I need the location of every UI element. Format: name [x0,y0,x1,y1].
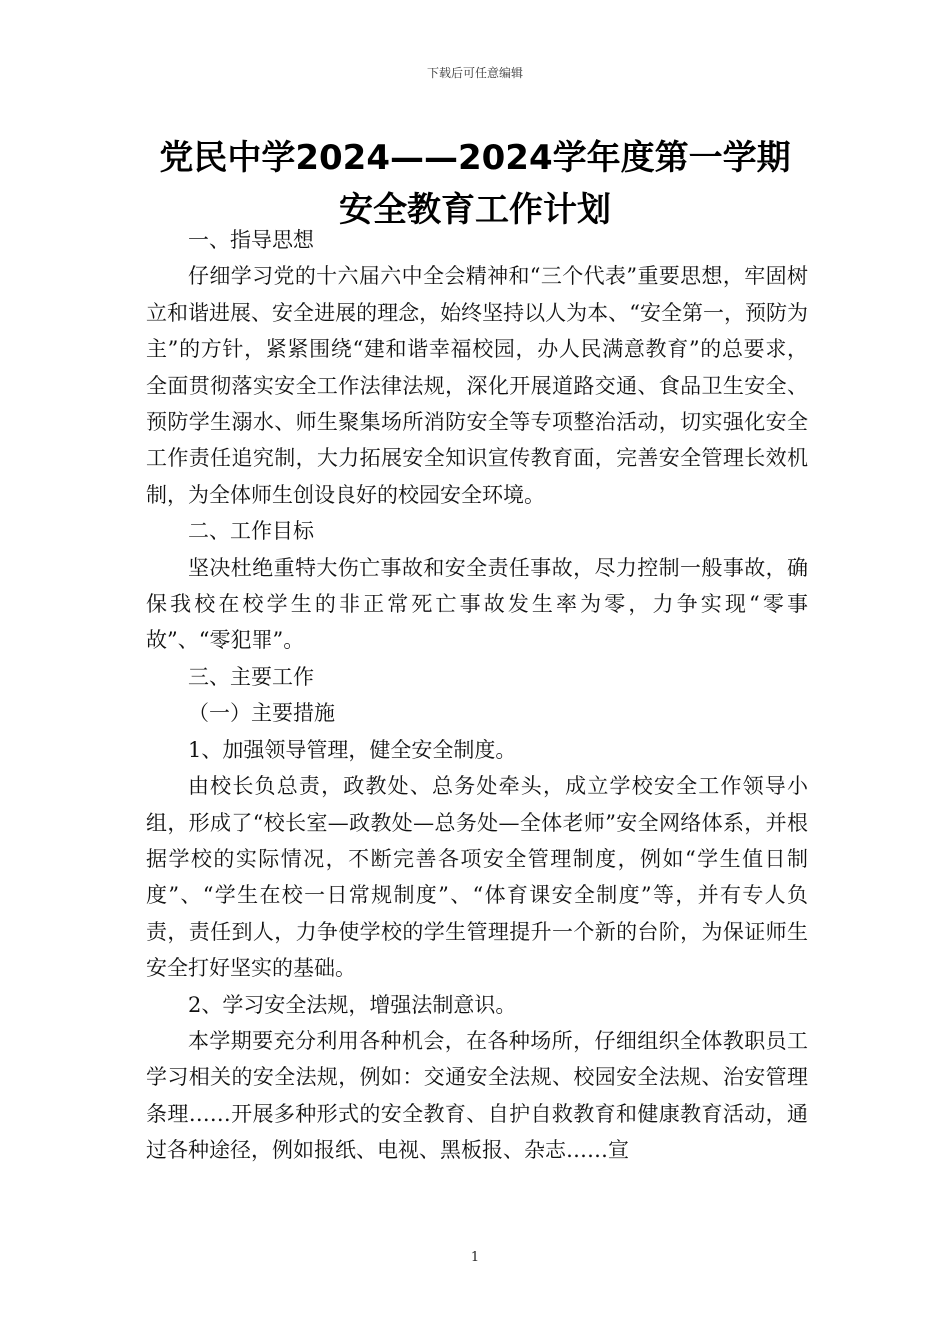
page-header-note: 下载后可任意编辑 [426,66,523,80]
section-paragraph-guiding-ideology: 仔细学习党的十六届六中全会精神和“三个代表”重要思想，牢固树立和谐进展、安全进展的理念，始终坚持以人为本、“安全第一，预防为主”的方针，紧紧围绕“建和谐幸福校园，办人民满意教育”的总要求，全面贯彻落实安全工作法律法规，深化开展道路交通、食品卫生安全、预防学生溺水、师生聚集场所消防安全等专项整治活动，切实强化安全工作责任追究制，大力拓展安全知识宣传教育面，完善安全管理长效机制，为全体师生创设良好的校园安全环境。 [146,264,808,507]
section-heading-main-work: 三、主要工作 [188,664,314,689]
item-heading-leadership: 1、加强领导管理，健全安全制度。 [188,737,517,762]
item-paragraph-safety-laws: 本学期要充分利用各种机会，在各种场所，仔细组织全体教职员工学习相关的安全法规，例如：交通安全法规、校园安全法规、治安管理条理……开展多种形式的安全教育、自护自救教育和健康教育活动，通过各种途径，例如报纸、电视、黑板报、杂志……宣 [146,1028,808,1163]
item-heading-safety-laws: 2、学习安全法规，增强法制意识。 [188,992,517,1017]
section-paragraph-work-goals: 坚决杜绝重特大伤亡事故和安全责任事故，尽力控制一般事故，确保我校在校学生的非正常死亡事故发生率为零，力争实现“零事故”、“零犯罪”。 [146,555,808,653]
section-heading-guiding-ideology: 一、指导思想 [188,228,314,252]
item-paragraph-leadership: 由校长负总责，政教处、总务处牵头，成立学校安全工作领导小组，形成了“校长室—政教处—总务处—全体老师”安全网络体系，并根据学校的实际情况，不断完善各项安全管理制度，例如“学生值日制度”、“学生在校一日常规制度”、“体育课安全制度”等，并有专人负责，责任到人，力争使学校的学生管理提升一个新的台阶，为保证师生安全打好坚实的基础。 [146,774,808,981]
document-title-line-1: 党民中学2024——2024学年度第一学期 [159,138,791,178]
document-body [146,222,808,1169]
section-heading-work-goals: 二、工作目标 [188,519,314,544]
page-number: 1 [470,1250,480,1265]
subsection-heading-main-measures: （一）主要措施 [188,701,335,726]
document-title-line-2: 安全教育工作计划 [339,190,611,230]
